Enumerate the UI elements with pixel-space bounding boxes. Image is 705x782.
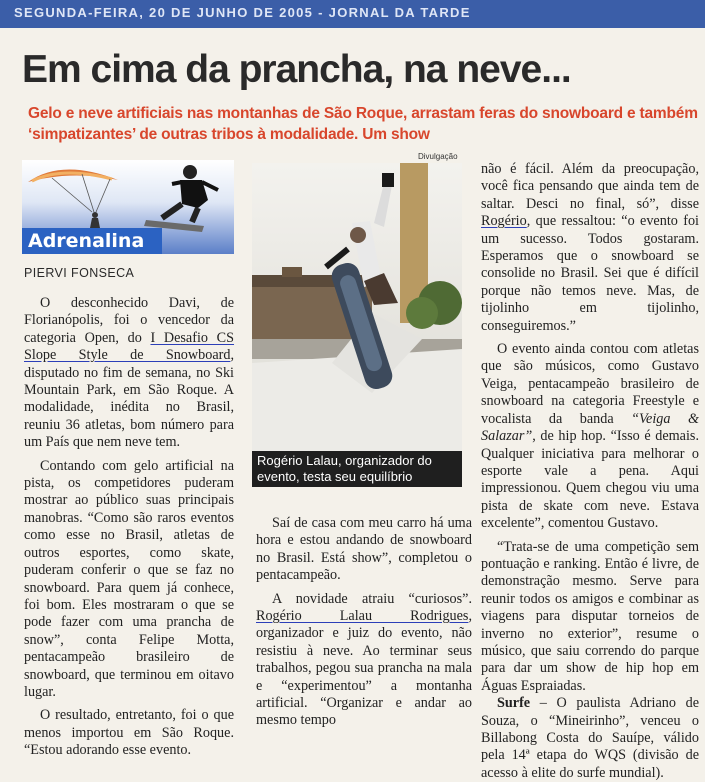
snowboard-photo-illustration [252, 163, 462, 451]
article-column-2 [256, 515, 472, 730]
section-label-box [22, 228, 162, 254]
paragraph [481, 341, 699, 532]
section-banner [22, 160, 234, 254]
paragraph [24, 295, 234, 452]
paragraph-text: não é fácil. Além da preocupação, você fica pensando que ainda tem de saltar. Desci no final, só”, disse [481, 161, 699, 212]
photo-credit: Divulgação [418, 152, 458, 161]
person-name-highlight: Rogério [481, 213, 527, 230]
paragraph-text: – O paulista Adriano de Souza, o “Mineirinho”, venceu o Billabong Costa do Sauípe, válido pela 14ª etapa do WQS (divisão de acesso à elite do surfe mundial). [481, 695, 699, 781]
section-label: Adrenalina [28, 230, 145, 252]
paragraph-text: , disputado no fim de semana, no Ski Mountain Park, em São Roque. A modalidade, inédita no Brasil, reuniu 36 atletas, bom número para um País que nem neve tem. [24, 347, 234, 451]
paragraph-text: O evento ainda contou com atletas que são músicos, como Gustavo Veiga, pentacampeão brasileiro de snowboard na categoria Freestyle e vocalista da banda [481, 341, 699, 427]
event-name-highlight: I Desafio CS Slope Style de Snowboard [24, 329, 235, 364]
band-name: “Veiga & Salazar” [481, 410, 699, 445]
dateline: SEGUNDA-FEIRA, 20 DE JUNHO DE 2005 - JORNAL DA TARDE [14, 5, 471, 20]
paragraph: Saí de casa com meu carro há uma hora e estou andando de snowboard no Brasil. Está show”, completou o pentacampeão. [256, 515, 472, 584]
paragraph [481, 695, 699, 782]
article-column-1 [24, 295, 234, 760]
paragraph: O resultado, entretanto, foi o que menos importou em São Roque. “Estou adorando esse evento. [24, 707, 234, 759]
photo-caption: Rogério Lalau, organizador do evento, testa seu equilíbrio [257, 453, 432, 484]
headline: Em cima da prancha, na neve... [22, 48, 571, 91]
paragraph-text: A novidade atraiu “curiosos”. [272, 590, 472, 607]
article-photo [252, 163, 462, 451]
paragraph: “Trata-se de uma competição sem pontuação e ranking. Então é livre, de demonstração mesmo. Serve para reunir todos os amigos e combinar as viagens para disputar torneios de inverno no exterior”, resume o músico, que saiu correndo do parque para dar um show de hip hop em Águas Espraiadas. [481, 538, 699, 694]
person-name-highlight: Rogério Lalau Rodrigues [256, 608, 469, 625]
paragraph-text: , que ressaltou: “o evento foi um sucesso. Todos gostaram. Esperamos que o snowboard se consolide no Brasil. Sei que é difícil porque não temos neve. Mas, de tijolinho em tijolinho, conseguiremos.” [481, 213, 699, 334]
surf-label: Surfe [497, 695, 531, 712]
paragraph-text: , organizador e juiz do evento, não resistiu à neve. Ao terminar seus trabalhos, pegou sua prancha na mala e “experimentou” a montanha artificial. “Organizar e andar ao mesmo tempo [256, 608, 472, 729]
photo-caption-box [252, 451, 462, 487]
subheadline: Gelo e neve artificiais nas montanhas de São Roque, arrastam feras do snowboard e também ‘simpatizantes’ de outras tribos à modalidade. Um show [28, 105, 698, 143]
paragraph [256, 591, 472, 730]
paragraph-text: O desconhecido Davi, de Florianópolis, foi o vencedor da categoria Open, do [24, 295, 234, 346]
byline: PIERVI FONSECA [24, 266, 135, 280]
paragraph: Contando com gelo artificial na pista, os competidores puderam mostrar ao público suas principais manobras. “Como são raros eventos como esse no Brasil, atletas de outros esportes, como skate, puderam conferir o que se faz no snowboard. Para quem já conhece, foi bom. Eles mostraram o que se pode fazer com uma prancha de snow”, conta Felipe Motta, pentacampeão brasileiro de snowboard, que terminou em oitavo lugar. [24, 457, 234, 700]
page-header-bar [0, 0, 705, 28]
article-column-3 [481, 161, 699, 782]
paragraph [481, 161, 699, 335]
paragraph-text: , de hip hop. “Isso é demais. Qualquer iniciativa para melhorar o esporte vale a pena. Aqui impressionou. Quem chegou viu uma pista de skate com neve. Estava excelente”, comentou Gustavo. [481, 428, 699, 532]
